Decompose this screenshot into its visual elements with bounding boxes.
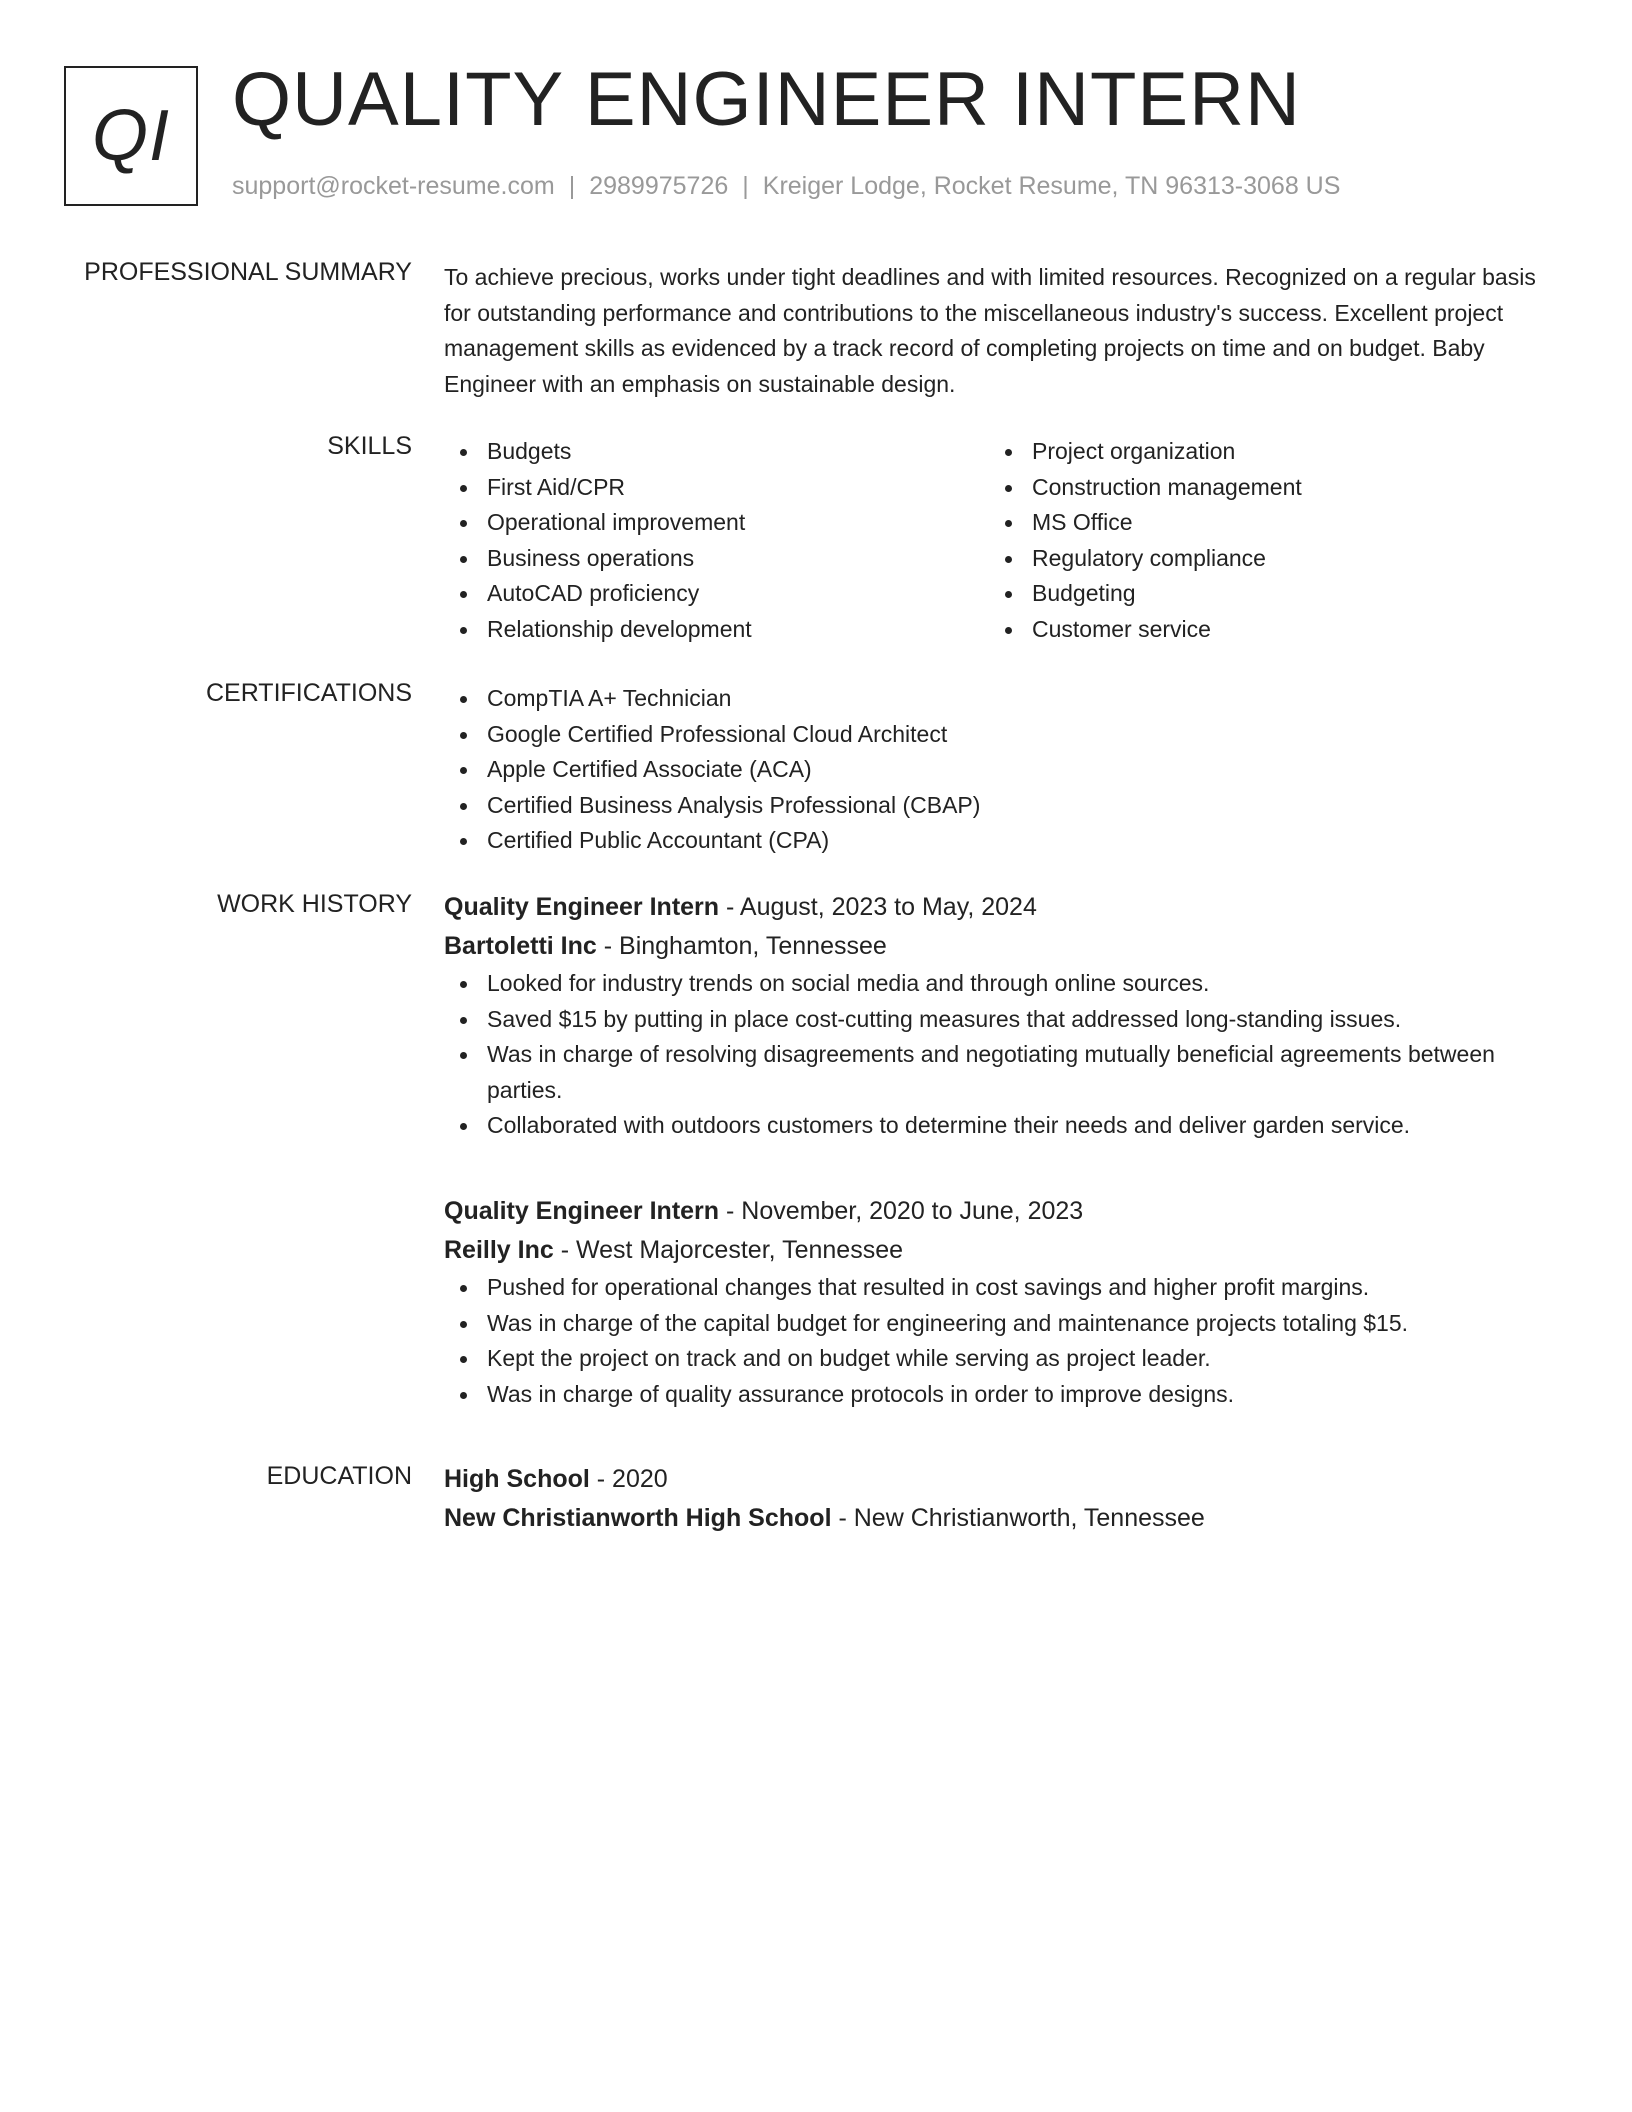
job-entry bbox=[444, 1192, 1554, 1412]
skill-item: Construction management bbox=[1032, 470, 1534, 506]
job-company-line bbox=[444, 927, 1554, 966]
monogram-box bbox=[64, 66, 198, 206]
education-degree: High School bbox=[444, 1465, 590, 1493]
skill-item: Budgets bbox=[487, 434, 989, 470]
certifications-label: CERTIFICATIONS bbox=[205, 679, 412, 707]
job-dates: - August, 2023 to May, 2024 bbox=[719, 893, 1037, 921]
education-degree-line bbox=[444, 1460, 1554, 1499]
certification-item: Certified Business Analysis Professional (CBAP) bbox=[487, 788, 1554, 824]
job-title-line bbox=[444, 1192, 1554, 1231]
skill-item: First Aid/CPR bbox=[487, 470, 989, 506]
education-location: - New Christianworth, Tennessee bbox=[831, 1504, 1205, 1532]
job-location: - West Majorcester, Tennessee bbox=[553, 1236, 903, 1264]
certification-item: Apple Certified Associate (ACA) bbox=[487, 752, 1554, 788]
skills-label: SKILLS bbox=[327, 432, 412, 460]
education-content bbox=[444, 1460, 1554, 1538]
job-bullet: Was in charge of quality assurance protocols in order to improve designs. bbox=[487, 1377, 1554, 1413]
contact-separator: | bbox=[742, 172, 749, 200]
education-label: EDUCATION bbox=[266, 1462, 412, 1490]
work-history-label: WORK HISTORY bbox=[217, 890, 412, 918]
job-bullet: Pushed for operational changes that resulted in cost savings and higher profit margins. bbox=[487, 1270, 1554, 1306]
skills-column-right bbox=[989, 434, 1534, 647]
job-company: Bartoletti Inc bbox=[444, 932, 597, 960]
contact-separator: | bbox=[568, 172, 576, 200]
skill-item: Regulatory compliance bbox=[1032, 541, 1534, 577]
contact-phone: 2989975726 bbox=[589, 172, 729, 200]
certification-item: CompTIA A+ Technician bbox=[487, 681, 1554, 717]
job-entry bbox=[444, 888, 1554, 1144]
job-bullet: Was in charge of the capital budget for engineering and maintenance projects totaling $15. bbox=[487, 1306, 1554, 1342]
skill-item: AutoCAD proficiency bbox=[487, 576, 989, 612]
skill-item: Operational improvement bbox=[487, 505, 989, 541]
job-bullet: Collaborated with outdoors customers to determine their needs and deliver garden service. bbox=[487, 1108, 1554, 1144]
job-bullet: Kept the project on track and on budget while serving as project leader. bbox=[487, 1341, 1554, 1377]
job-title: Quality Engineer Intern bbox=[444, 1197, 720, 1225]
skills-column-left bbox=[444, 434, 989, 647]
education-school: New Christianworth High School bbox=[444, 1504, 832, 1532]
education-year: - 2020 bbox=[589, 1465, 668, 1493]
skill-item: MS Office bbox=[1032, 505, 1534, 541]
job-title: Quality Engineer Intern bbox=[444, 893, 720, 921]
certifications-content bbox=[444, 681, 1554, 859]
skill-item: Project organization bbox=[1032, 434, 1534, 470]
education-school-line bbox=[444, 1499, 1554, 1538]
resume-title: QUALITY ENGINEER INTERN bbox=[232, 57, 1301, 142]
contact-email: support@rocket-resume.com bbox=[232, 172, 555, 200]
certification-item: Certified Public Accountant (CPA) bbox=[487, 823, 1554, 859]
job-company: Reilly Inc bbox=[444, 1236, 554, 1264]
job-dates: - November, 2020 to June, 2023 bbox=[719, 1197, 1084, 1225]
monogram-initials: QI bbox=[91, 96, 170, 176]
job-company-line bbox=[444, 1231, 1554, 1270]
certification-item: Google Certified Professional Cloud Architect bbox=[487, 717, 1554, 753]
skill-item: Relationship development bbox=[487, 612, 989, 648]
contact-address: Kreiger Lodge, Rocket Resume, TN 96313-3068 US bbox=[762, 172, 1341, 200]
summary-content bbox=[444, 260, 1554, 402]
skill-item: Business operations bbox=[487, 541, 989, 577]
job-bullet: Was in charge of resolving disagreements and negotiating mutually beneficial agreements between parties. bbox=[487, 1037, 1554, 1108]
job-title-line bbox=[444, 888, 1554, 927]
skill-item: Customer service bbox=[1032, 612, 1534, 648]
job-bullet: Looked for industry trends on social media and through online sources. bbox=[487, 966, 1554, 1002]
contact-line bbox=[232, 172, 1340, 201]
job-location: - Binghamton, Tennessee bbox=[596, 932, 887, 960]
summary-text: To achieve precious, works under tight deadlines and with limited resources. Recognized on a regular basis for outstanding performance and contributions to the miscellaneous industry's success. Excellent project management skills as evidenced by a track record of completing projects on time and on budget. Baby Engineer with an emphasis on sustainable design. bbox=[444, 264, 1536, 397]
job-bullet: Saved $15 by putting in place cost-cutting measures that addressed long-standing issues. bbox=[487, 1002, 1554, 1038]
summary-label: PROFESSIONAL SUMMARY bbox=[84, 258, 412, 286]
skill-item: Budgeting bbox=[1032, 576, 1534, 612]
skills-content bbox=[444, 434, 1554, 647]
